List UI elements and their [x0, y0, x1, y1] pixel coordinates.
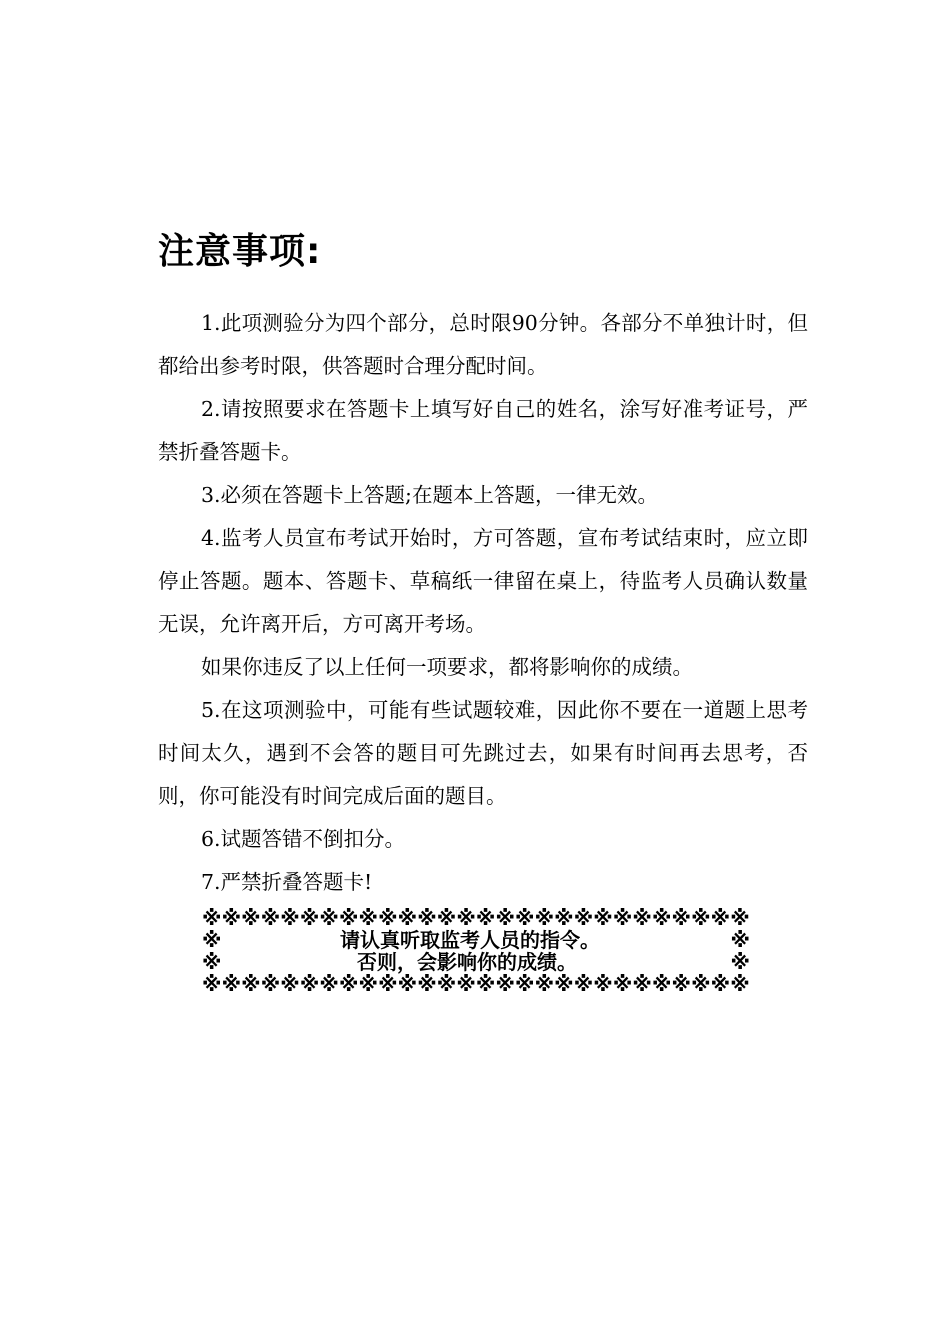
border-symbol: ※ — [691, 972, 711, 996]
border-symbol: ※ — [436, 906, 457, 930]
notice-border-bottom — [202, 973, 750, 995]
border-symbol: ※ — [436, 972, 457, 996]
border-symbol: ※ — [730, 906, 750, 930]
border-symbol: ※ — [397, 906, 418, 930]
border-symbol: ※ — [515, 972, 535, 996]
border-symbol: ※ — [358, 906, 378, 930]
border-symbol: ※ — [573, 906, 594, 930]
border-symbol: ※ — [671, 906, 691, 930]
border-symbol: ※ — [691, 906, 711, 930]
note-3: 3.必须在答题卡上答题;在题本上答题，一律无效。 — [201, 483, 658, 507]
page-title: 注意事项: — [158, 231, 322, 272]
border-symbol: ※ — [593, 906, 613, 930]
note-7: 7.严禁折叠答题卡! — [201, 870, 373, 894]
border-symbol: ※ — [710, 906, 731, 930]
border-symbol: ※ — [358, 972, 378, 996]
border-symbol: ※ — [671, 972, 691, 996]
note-4: 4.监考人员宣布考试开始时，方可答题，宣布考试结束时，应立即停止答题。题本、答题卡、草稿纸一律留在桌上，待监考人员确认数量无误，允许离开后，方可离开考场。 — [158, 526, 808, 636]
border-symbol: ※ — [593, 972, 613, 996]
border-symbol: ※ — [202, 950, 222, 974]
border-symbol: ※ — [475, 972, 496, 996]
border-symbol: ※ — [534, 972, 555, 996]
border-symbol: ※ — [260, 972, 281, 996]
border-symbol: ※ — [378, 906, 398, 930]
border-symbol: ※ — [417, 972, 437, 996]
border-symbol: ※ — [202, 906, 222, 930]
instructions-list — [158, 302, 808, 904]
border-symbol: ※ — [417, 906, 437, 930]
border-symbol: ※ — [221, 906, 242, 930]
note-6: 6.试题答错不倒扣分。 — [201, 827, 406, 851]
border-symbol: ※ — [456, 906, 476, 930]
border-symbol: ※ — [299, 906, 320, 930]
border-symbol: ※ — [241, 972, 261, 996]
note-5: 5.在这项测验中，可能有些试题较难，因此你不要在一道题上思考时间太久，遇到不会答的题目可先跳过去，如果有时间再去思考，否则，你可能没有时间完成后面的题目。 — [158, 698, 808, 808]
border-symbol: ※ — [495, 972, 515, 996]
border-symbol: ※ — [651, 972, 672, 996]
border-symbol: ※ — [730, 950, 750, 974]
notice-row-2 — [202, 951, 750, 973]
border-symbol: ※ — [651, 906, 672, 930]
border-symbol: ※ — [319, 972, 339, 996]
border-symbol: ※ — [280, 906, 300, 930]
border-symbol: ※ — [456, 972, 476, 996]
notice-line-2: 否则，会影响你的成绩。 — [357, 950, 577, 974]
border-symbol: ※ — [475, 906, 496, 930]
note-2: 2.请按照要求在答题卡上填写好自己的姓名，涂写好准考证号，严禁折叠答题卡。 — [158, 397, 808, 464]
border-symbol: ※ — [221, 972, 242, 996]
border-symbol: ※ — [202, 928, 222, 952]
border-symbol: ※ — [534, 906, 555, 930]
notice-row-1 — [202, 929, 750, 951]
border-symbol: ※ — [554, 972, 574, 996]
border-symbol: ※ — [280, 972, 300, 996]
notice-line-1: 请认真听取监考人员的指令。 — [340, 928, 600, 952]
border-symbol: ※ — [202, 972, 222, 996]
border-symbol: ※ — [378, 972, 398, 996]
border-symbol: ※ — [319, 906, 339, 930]
border-symbol: ※ — [710, 972, 731, 996]
note-warning: 如果你违反了以上任何一项要求，都将影响你的成绩。 — [201, 655, 693, 679]
border-symbol: ※ — [241, 906, 261, 930]
border-symbol: ※ — [730, 928, 750, 952]
border-symbol: ※ — [338, 906, 359, 930]
border-symbol: ※ — [515, 906, 535, 930]
border-symbol: ※ — [338, 972, 359, 996]
border-symbol: ※ — [260, 906, 281, 930]
border-symbol: ※ — [397, 972, 418, 996]
border-symbol: ※ — [573, 972, 594, 996]
notice-border-top — [202, 907, 750, 929]
note-1: 1.此项测验分为四个部分，总时限90分钟。各部分不单独计时，但都给出参考时限，供答题时合理分配时间。 — [158, 311, 808, 378]
border-symbol: ※ — [632, 906, 652, 930]
border-symbol: ※ — [299, 972, 320, 996]
notice-box — [202, 907, 750, 995]
border-symbol: ※ — [612, 972, 633, 996]
border-symbol: ※ — [730, 972, 750, 996]
border-symbol: ※ — [495, 906, 515, 930]
border-symbol: ※ — [554, 906, 574, 930]
border-symbol: ※ — [612, 906, 633, 930]
border-symbol: ※ — [632, 972, 652, 996]
